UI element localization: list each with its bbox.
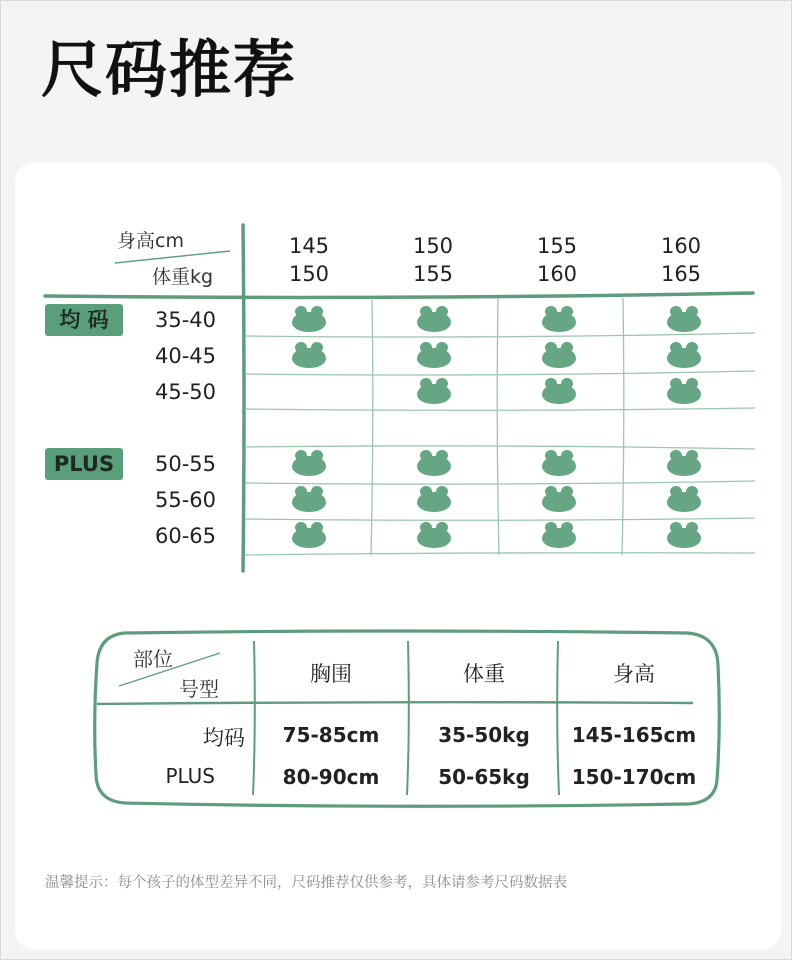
- frog-face-icon: [292, 486, 326, 512]
- weight-row-label: 55-60: [155, 488, 217, 512]
- weight-row-label: 45-50: [155, 380, 217, 404]
- weight-axis-label: 体重kg: [152, 266, 214, 288]
- frog-face-icon: [417, 342, 451, 368]
- frog-face-icon: [292, 450, 326, 476]
- page-title: 尺码推荐: [41, 33, 298, 106]
- table-column-header: 体重: [463, 662, 505, 686]
- table-cell: 150-170cm: [571, 765, 697, 789]
- table-column-header: 胸围: [310, 662, 352, 686]
- frog-face-icon: [417, 378, 451, 404]
- table-row-label: 均码: [203, 726, 245, 750]
- height-column-header: 145 150: [288, 234, 330, 286]
- table-corner-bottom: 号型: [179, 677, 219, 701]
- size-tag-regular: 均 码: [45, 304, 123, 336]
- frog-face-icon: [292, 306, 326, 332]
- weight-row-label: 60-65: [155, 524, 217, 548]
- size-card: [15, 163, 781, 949]
- frog-face-icon: [292, 522, 326, 548]
- frog-face-icon: [417, 522, 451, 548]
- weight-row-label: 35-40: [155, 308, 217, 332]
- frog-face-icon: [542, 342, 576, 368]
- warm-tip: 温馨提示：每个孩子的体型差异不同，尺码推荐仅供参考，具体请参考尺码数据表: [45, 875, 567, 891]
- table-cell: 35-50kg: [438, 723, 530, 747]
- table-cell: 145-165cm: [571, 723, 697, 747]
- frog-face-icon: [542, 450, 576, 476]
- weight-row-label: 40-45: [155, 344, 217, 368]
- weight-row-label: 50-55: [155, 452, 217, 476]
- frog-face-icon: [667, 450, 701, 476]
- frog-face-icon: [542, 306, 576, 332]
- height-column-header: 150 155: [412, 234, 454, 286]
- table-corner-top: 部位: [133, 647, 173, 671]
- frog-face-icon: [667, 342, 701, 368]
- frog-face-icon: [667, 306, 701, 332]
- frog-face-icon: [417, 486, 451, 512]
- height-axis-label: 身高cm: [117, 230, 184, 252]
- frog-face-icon: [667, 522, 701, 548]
- height-column-header: 160 165: [660, 234, 702, 286]
- frog-face-icon: [542, 486, 576, 512]
- frog-face-icon: [667, 378, 701, 404]
- frog-face-icon: [667, 486, 701, 512]
- frog-face-icon: [542, 522, 576, 548]
- table-cell: 50-65kg: [438, 765, 530, 789]
- frog-face-icon: [417, 306, 451, 332]
- frog-face-icon: [292, 342, 326, 368]
- frog-face-icon: [542, 378, 576, 404]
- height-column-header: 155 160: [536, 234, 578, 286]
- table-row-label: PLUS: [165, 764, 215, 788]
- table-cell: 80-90cm: [282, 765, 380, 789]
- table-cell: 75-85cm: [282, 723, 380, 747]
- table-column-header: 身高: [613, 662, 655, 686]
- frog-face-icon: [417, 450, 451, 476]
- size-tag-plus: PLUS: [45, 448, 123, 480]
